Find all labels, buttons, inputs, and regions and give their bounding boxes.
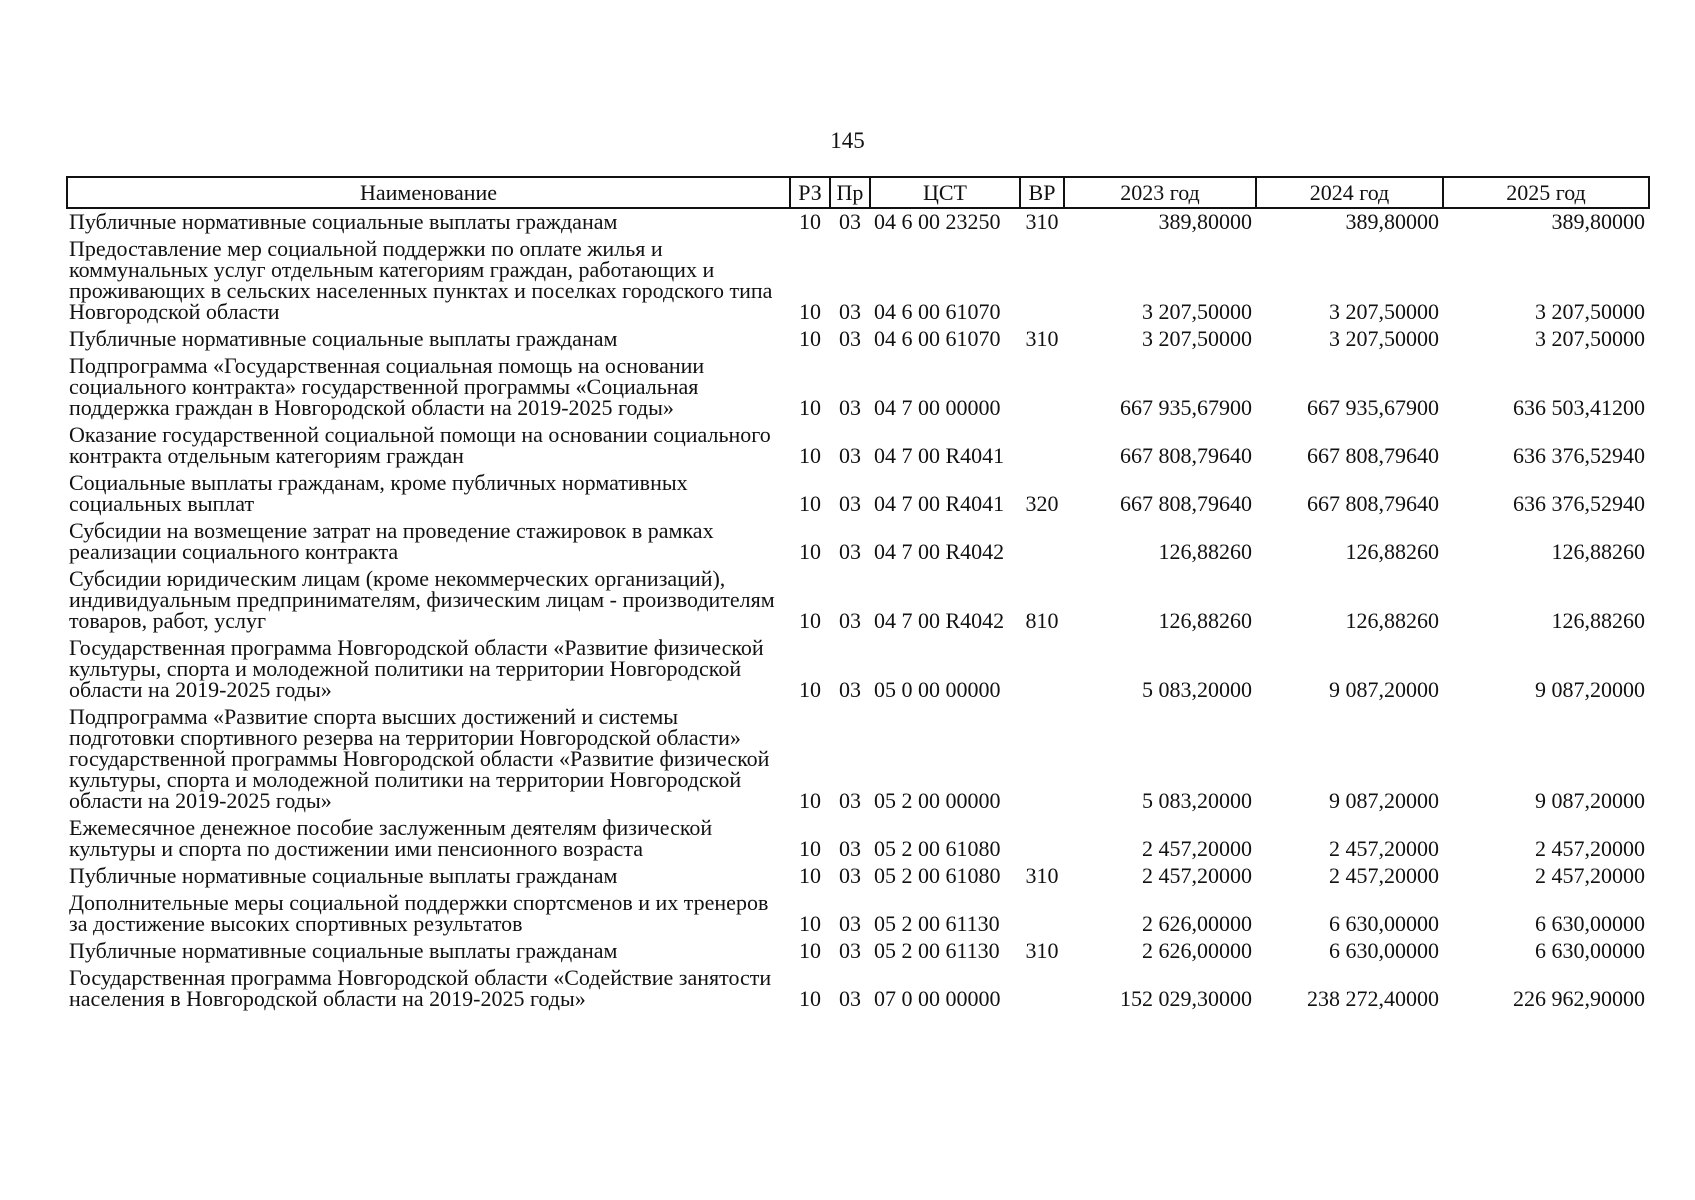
table-body bbox=[67, 208, 1649, 1013]
cell-pr: 03 bbox=[839, 836, 861, 861]
cell-2025: 636 376,52940 bbox=[1513, 443, 1645, 468]
cell-name: Субсидии юридическим лицам (кроме некоммерческих организаций), индивидуальным предпринимателям, физическим лицам - производителям товаров, работ, услуг bbox=[69, 566, 775, 633]
cell-pr: 03 bbox=[839, 209, 861, 234]
table-row bbox=[67, 422, 1649, 470]
table-row bbox=[67, 326, 1649, 353]
table-row bbox=[67, 518, 1649, 566]
cell-pr: 03 bbox=[839, 326, 861, 351]
header-2023: 2023 год bbox=[1064, 177, 1256, 208]
cell-cst: 05 2 00 61080 bbox=[874, 836, 1001, 861]
cell-cst: 05 0 00 00000 bbox=[874, 677, 1001, 702]
cell-pr: 03 bbox=[839, 938, 861, 963]
table-row bbox=[67, 353, 1649, 422]
cell-2024: 3 207,50000 bbox=[1329, 326, 1439, 351]
cell-vr bbox=[1020, 965, 1064, 1013]
cell-2024: 2 457,20000 bbox=[1329, 863, 1439, 888]
cell-rz: 10 bbox=[799, 326, 821, 351]
cell-2025: 226 962,90000 bbox=[1513, 986, 1645, 1011]
cell-2024: 389,80000 bbox=[1345, 209, 1439, 234]
cell-cst: 04 6 00 61070 bbox=[874, 299, 1001, 324]
cell-cst: 04 7 00 00000 bbox=[874, 395, 1001, 420]
table-row bbox=[67, 566, 1649, 635]
cell-2023: 2 626,00000 bbox=[1142, 938, 1252, 963]
cell-cst: 04 7 00 R4042 bbox=[874, 539, 1005, 564]
cell-rz: 10 bbox=[799, 986, 821, 1011]
cell-2024: 667 808,79640 bbox=[1307, 491, 1439, 516]
cell-cst: 05 2 00 61080 bbox=[874, 863, 1001, 888]
cell-vr bbox=[1020, 704, 1064, 815]
cell-2023: 126,88260 bbox=[1158, 608, 1252, 633]
header-rz: РЗ bbox=[790, 177, 830, 208]
table-row bbox=[67, 704, 1649, 815]
cell-name: Публичные нормативные социальные выплаты гражданам bbox=[69, 326, 618, 351]
table-row bbox=[67, 208, 1649, 236]
cell-2023: 389,80000 bbox=[1158, 209, 1252, 234]
cell-pr: 03 bbox=[839, 608, 861, 633]
cell-2024: 667 808,79640 bbox=[1307, 443, 1439, 468]
table-row bbox=[67, 236, 1649, 326]
cell-rz: 10 bbox=[799, 911, 821, 936]
cell-rz: 10 bbox=[799, 788, 821, 813]
cell-vr bbox=[1020, 890, 1064, 938]
cell-rz: 10 bbox=[799, 836, 821, 861]
cell-2023: 3 207,50000 bbox=[1142, 299, 1252, 324]
cell-cst: 04 7 00 R4041 bbox=[874, 491, 1005, 516]
cell-name: Государственная программа Новгородской области «Содействие занятости населения в Новгородской области на 2019-2025 годы» bbox=[69, 965, 772, 1011]
table-row bbox=[67, 965, 1649, 1013]
cell-2023: 5 083,20000 bbox=[1142, 788, 1252, 813]
cell-pr: 03 bbox=[839, 788, 861, 813]
cell-2024: 2 457,20000 bbox=[1329, 836, 1439, 861]
cell-2024: 126,88260 bbox=[1345, 539, 1439, 564]
cell-2025: 3 207,50000 bbox=[1535, 326, 1645, 351]
cell-vr: 310 bbox=[1025, 209, 1059, 234]
table-row bbox=[67, 863, 1649, 890]
cell-2024: 9 087,20000 bbox=[1329, 788, 1439, 813]
header-vr: ВР bbox=[1020, 177, 1064, 208]
cell-pr: 03 bbox=[839, 863, 861, 888]
cell-2025: 2 457,20000 bbox=[1535, 836, 1645, 861]
budget-table bbox=[66, 176, 1650, 1013]
cell-vr: 310 bbox=[1025, 326, 1059, 351]
cell-2024: 6 630,00000 bbox=[1329, 911, 1439, 936]
table-row bbox=[67, 890, 1649, 938]
cell-name: Государственная программа Новгородской области «Развитие физической культуры, спорта и молодежной политики на территории Новгородской области на 2019-2025 годы» bbox=[69, 635, 764, 702]
table-header-row bbox=[67, 177, 1649, 208]
cell-cst: 05 2 00 61130 bbox=[874, 938, 1000, 963]
cell-rz: 10 bbox=[799, 299, 821, 324]
cell-pr: 03 bbox=[839, 986, 861, 1011]
cell-vr: 810 bbox=[1025, 608, 1059, 633]
cell-name: Публичные нормативные социальные выплаты гражданам bbox=[69, 938, 618, 963]
cell-rz: 10 bbox=[799, 539, 821, 564]
cell-pr: 03 bbox=[839, 911, 861, 936]
cell-cst: 04 7 00 R4042 bbox=[874, 608, 1005, 633]
table-row bbox=[67, 938, 1649, 965]
cell-2023: 2 626,00000 bbox=[1142, 911, 1252, 936]
cell-2024: 3 207,50000 bbox=[1329, 299, 1439, 324]
cell-rz: 10 bbox=[799, 677, 821, 702]
cell-name: Оказание государственной социальной помощи на основании социального контракта отдельным категориям граждан bbox=[69, 422, 771, 468]
header-cst: ЦСТ bbox=[870, 177, 1020, 208]
cell-vr bbox=[1020, 422, 1064, 470]
cell-2024: 126,88260 bbox=[1345, 608, 1439, 633]
cell-2023: 2 457,20000 bbox=[1142, 863, 1252, 888]
cell-name: Субсидии на возмещение затрат на проведение стажировок в рамках реализации социального контракта bbox=[69, 518, 714, 564]
cell-2025: 2 457,20000 bbox=[1535, 863, 1645, 888]
cell-2025: 126,88260 bbox=[1551, 608, 1645, 633]
cell-name: Дополнительные меры социальной поддержки спортсменов и их тренеров за достижение высоких спортивных результатов bbox=[69, 890, 769, 936]
cell-2025: 3 207,50000 bbox=[1535, 299, 1645, 324]
cell-2025: 636 376,52940 bbox=[1513, 491, 1645, 516]
cell-2025: 6 630,00000 bbox=[1535, 911, 1645, 936]
cell-cst: 04 7 00 R4041 bbox=[874, 443, 1005, 468]
cell-rz: 10 bbox=[799, 443, 821, 468]
cell-vr bbox=[1020, 353, 1064, 422]
table-row bbox=[67, 470, 1649, 518]
cell-2023: 667 935,67900 bbox=[1120, 395, 1252, 420]
cell-pr: 03 bbox=[839, 395, 861, 420]
cell-2024: 6 630,00000 bbox=[1329, 938, 1439, 963]
cell-2023: 152 029,30000 bbox=[1120, 986, 1252, 1011]
cell-name: Ежемесячное денежное пособие заслуженным деятелям физической культуры и спорта по достижении ими пенсионного возраста bbox=[69, 815, 713, 861]
cell-name: Публичные нормативные социальные выплаты гражданам bbox=[69, 209, 618, 234]
header-2025: 2025 год bbox=[1443, 177, 1649, 208]
header-name: Наименование bbox=[67, 177, 790, 208]
cell-2023: 3 207,50000 bbox=[1142, 326, 1252, 351]
cell-vr bbox=[1020, 635, 1064, 704]
cell-vr: 310 bbox=[1025, 938, 1059, 963]
cell-pr: 03 bbox=[839, 299, 861, 324]
cell-name: Подпрограмма «Государственная социальная помощь на основании социального контракта» государственной программы «Социальная поддержка граждан в Новгородской области на 2019-2025 годы» bbox=[69, 353, 705, 420]
cell-rz: 10 bbox=[799, 938, 821, 963]
cell-pr: 03 bbox=[839, 491, 861, 516]
cell-name: Предоставление мер социальной поддержки по оплате жилья и коммунальных услуг отдельным категориям граждан, работающих и проживающих в сельских населенных пунктах и поселках городского типа Новгородской области bbox=[69, 236, 773, 324]
cell-rz: 10 bbox=[799, 608, 821, 633]
cell-cst: 07 0 00 00000 bbox=[874, 986, 1001, 1011]
cell-cst: 04 6 00 23250 bbox=[874, 209, 1001, 234]
cell-pr: 03 bbox=[839, 539, 861, 564]
cell-vr bbox=[1020, 815, 1064, 863]
cell-rz: 10 bbox=[799, 863, 821, 888]
cell-cst: 05 2 00 00000 bbox=[874, 788, 1001, 813]
cell-vr: 320 bbox=[1025, 491, 1059, 516]
cell-2025: 389,80000 bbox=[1551, 209, 1645, 234]
cell-rz: 10 bbox=[799, 491, 821, 516]
cell-cst: 04 6 00 61070 bbox=[874, 326, 1001, 351]
cell-2023: 667 808,79640 bbox=[1120, 443, 1252, 468]
cell-2023: 2 457,20000 bbox=[1142, 836, 1252, 861]
header-pr: Пр bbox=[830, 177, 870, 208]
cell-vr bbox=[1020, 518, 1064, 566]
header-2024: 2024 год bbox=[1256, 177, 1443, 208]
cell-2023: 5 083,20000 bbox=[1142, 677, 1252, 702]
cell-2025: 126,88260 bbox=[1551, 539, 1645, 564]
cell-pr: 03 bbox=[839, 677, 861, 702]
cell-name: Публичные нормативные социальные выплаты гражданам bbox=[69, 863, 618, 888]
cell-rz: 10 bbox=[799, 209, 821, 234]
cell-cst: 05 2 00 61130 bbox=[874, 911, 1000, 936]
cell-rz: 10 bbox=[799, 395, 821, 420]
page-number: 145 bbox=[830, 128, 865, 153]
cell-2025: 9 087,20000 bbox=[1535, 788, 1645, 813]
cell-2023: 126,88260 bbox=[1158, 539, 1252, 564]
cell-2024: 667 935,67900 bbox=[1307, 395, 1439, 420]
cell-2024: 9 087,20000 bbox=[1329, 677, 1439, 702]
cell-name: Подпрограмма «Развитие спорта высших достижений и системы подготовки спортивного резерва на территории Новгородской области» государственной программы Новгородской области «Развитие физической культуры, спорта и молодежной политики на территории Новгородской области на 2019-2025 годы» bbox=[69, 704, 770, 813]
cell-name: Социальные выплаты гражданам, кроме публичных нормативных социальных выплат bbox=[69, 470, 688, 516]
table-row bbox=[67, 815, 1649, 863]
cell-2025: 636 503,41200 bbox=[1513, 395, 1645, 420]
cell-vr: 310 bbox=[1025, 863, 1059, 888]
cell-2025: 9 087,20000 bbox=[1535, 677, 1645, 702]
cell-2025: 6 630,00000 bbox=[1535, 938, 1645, 963]
cell-2023: 667 808,79640 bbox=[1120, 491, 1252, 516]
table-row bbox=[67, 635, 1649, 704]
cell-vr bbox=[1020, 236, 1064, 326]
cell-2024: 238 272,40000 bbox=[1307, 986, 1439, 1011]
cell-pr: 03 bbox=[839, 443, 861, 468]
